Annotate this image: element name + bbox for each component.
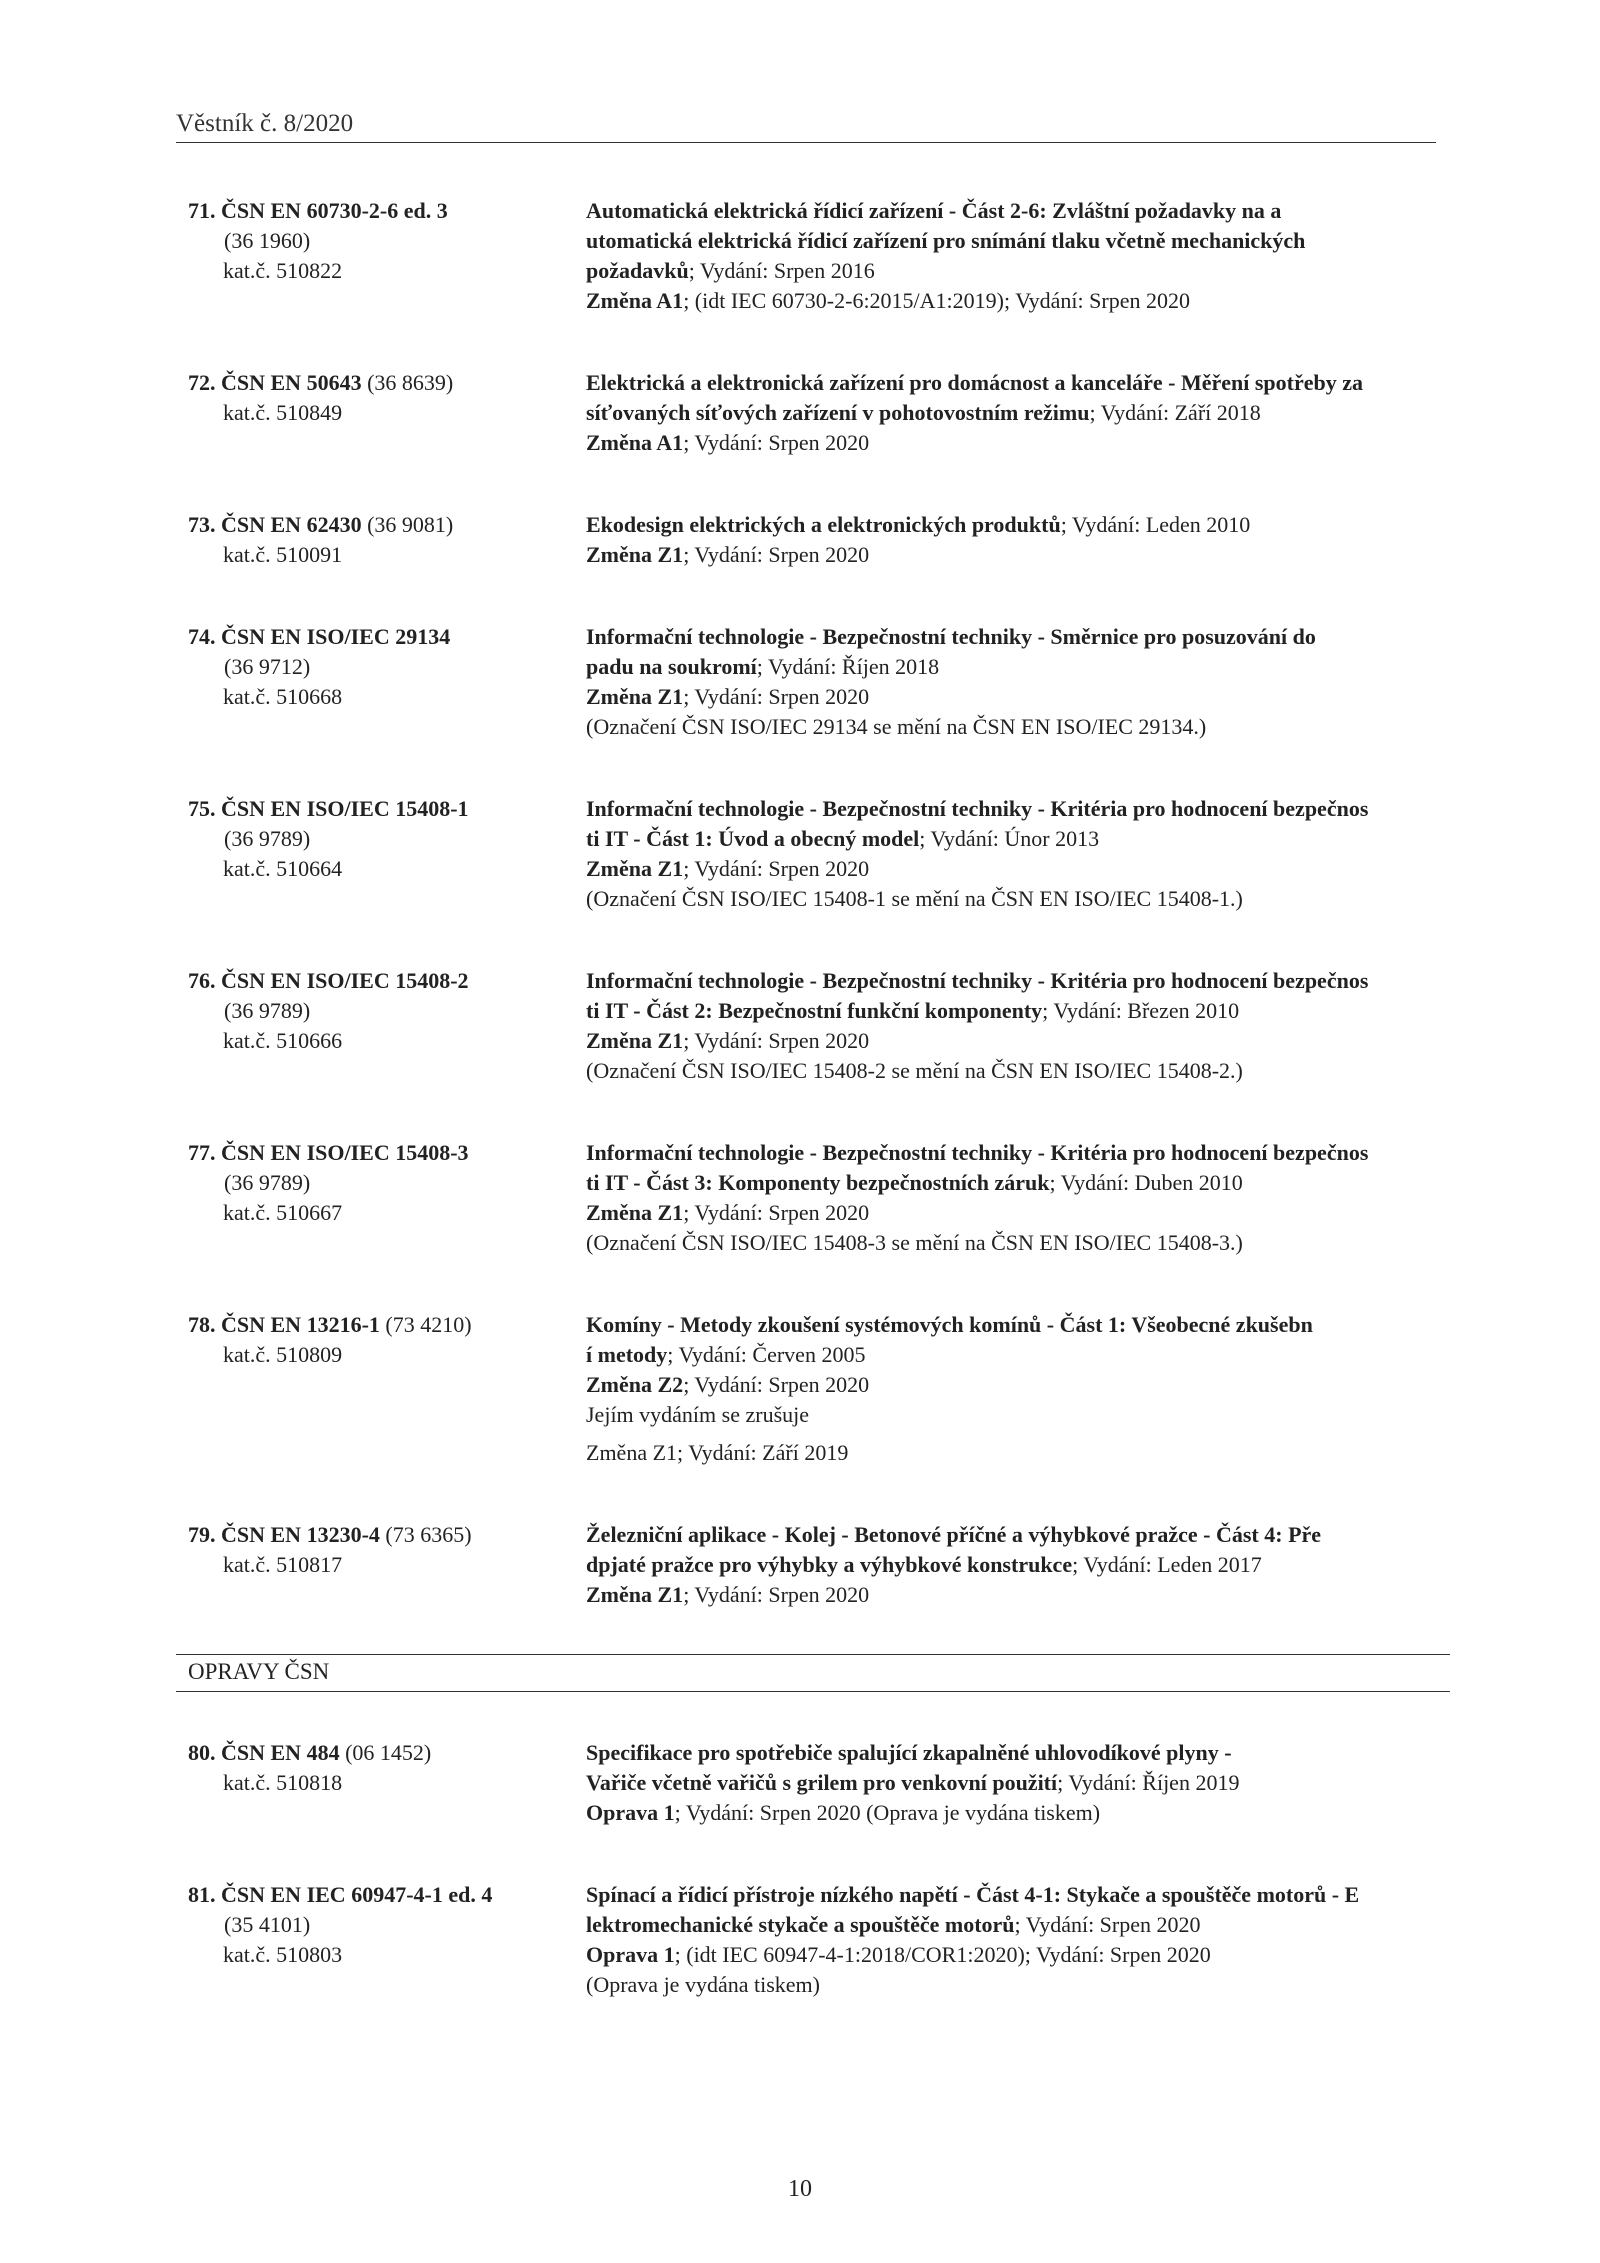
title-line (586, 652, 1438, 682)
standard-identifier (188, 196, 586, 316)
standard-identifier (188, 1520, 586, 1610)
issue-date: ; Vydání: Říjen 2019 (1057, 1770, 1240, 1795)
standard-details (586, 966, 1438, 1086)
issue-date: ; Vydání: Únor 2013 (919, 826, 1100, 851)
classification-line (188, 1910, 586, 1940)
classification-code: (73 4210) (385, 1312, 472, 1337)
entry-number: 72. (188, 370, 216, 395)
standard-code: ČSN EN 13230-4 (221, 1522, 380, 1547)
catalog-number: kat.č. 510849 (223, 400, 343, 425)
standard-identifier (188, 1310, 586, 1468)
catalog-number: kat.č. 510664 (223, 856, 343, 881)
entry-number: 79. (188, 1522, 216, 1547)
standard-details (586, 1520, 1438, 1610)
entry-number: 78. (188, 1312, 216, 1337)
standard-title-part: Vařiče včetně vařičů s grilem pro venkovní použití (586, 1770, 1058, 1795)
amendment-line (586, 1580, 1438, 1610)
page-header (176, 110, 1436, 143)
entry-number: 80. (188, 1740, 216, 1765)
standard-code: ČSN EN 60730-2-6 ed. 3 (221, 198, 448, 223)
catalog-number: kat.č. 510668 (223, 684, 343, 709)
amendment-details: ; Vydání: Srpen 2020 (Oprava je vydána tiskem) (674, 1800, 1101, 1825)
standard-code: ČSN EN 484 (221, 1740, 340, 1765)
standard-title-part: ti IT - Část 3: Komponenty bezpečnostních záruk (586, 1170, 1050, 1195)
amendment-line (586, 1798, 1438, 1828)
amendment-line (586, 854, 1438, 884)
title-line (586, 1310, 1438, 1340)
amendment-details: ; (idt IEC 60947-4-1:2018/COR1:2020); Vydání: Srpen 2020 (674, 1942, 1211, 1967)
identifier-line (188, 368, 586, 398)
title-line (586, 824, 1438, 854)
title-line (586, 794, 1438, 824)
standard-title-part: Specifikace pro spotřebiče spalující zkapalněné uhlovodíkové plyny - (586, 1740, 1232, 1765)
identifier-line (188, 1520, 586, 1550)
title-line (586, 1340, 1438, 1370)
withdrawn-amendment: Změna Z1; Vydání: Září 2019 (586, 1440, 849, 1465)
title-line (586, 1910, 1438, 1940)
standard-code: ČSN EN 50643 (221, 370, 362, 395)
title-line (586, 398, 1438, 428)
catalog-number: kat.č. 510818 (223, 1770, 343, 1795)
amendment-details: ; (idt IEC 60730-2-6:2015/A1:2019); Vydání: Srpen 2020 (683, 288, 1190, 313)
standard-entry (188, 966, 1438, 1086)
standard-identifier (188, 1138, 586, 1258)
amendment-details: ; Vydání: Srpen 2020 (683, 1582, 870, 1607)
entry-number: 81. (188, 1882, 216, 1907)
catalog-number: kat.č. 510822 (223, 258, 343, 283)
title-line (586, 510, 1438, 540)
standard-title-part: utomatická elektrická řídicí zařízení pro snímání tlaku včetně mechanických (586, 228, 1306, 253)
standard-entry (188, 1310, 1438, 1468)
identifier-line (188, 1310, 586, 1340)
catalog-number: kat.č. 510091 (223, 542, 343, 567)
classification-code: (36 9081) (367, 512, 454, 537)
standard-details (586, 1738, 1438, 1828)
identifier-line (188, 794, 586, 824)
identifier-line (188, 196, 586, 226)
standard-code: ČSN EN IEC 60947-4-1 ed. 4 (221, 1882, 493, 1907)
page-number: 10 (788, 2176, 812, 2202)
standard-details (586, 510, 1438, 570)
amendment-label: Změna A1 (586, 288, 684, 313)
standard-details (586, 1138, 1438, 1258)
title-line (586, 1768, 1438, 1798)
title-line (586, 256, 1438, 286)
amendment-label: Změna Z1 (586, 542, 684, 567)
identifier-line (188, 622, 586, 652)
standard-details (586, 1880, 1438, 2000)
catalog-number: kat.č. 510809 (223, 1342, 343, 1367)
standard-entry (188, 1880, 1438, 2000)
amendment-line (586, 1370, 1438, 1400)
classification-code: (36 8639) (367, 370, 454, 395)
amendment-line (586, 286, 1438, 316)
designation-note: (Označení ČSN ISO/IEC 15408-1 se mění na ČSN EN ISO/IEC 15408-1.) (586, 886, 1243, 911)
amendment-line (586, 540, 1438, 570)
identifier-line (188, 966, 586, 996)
amendment-label: Oprava 1 (586, 1800, 675, 1825)
standard-code: ČSN EN ISO/IEC 15408-2 (221, 968, 469, 993)
standard-title-part: padu na soukromí (586, 654, 757, 679)
standard-title-part: ti IT - Část 2: Bezpečnostní funkční komponenty (586, 998, 1043, 1023)
standard-title-part: ti IT - Část 1: Úvod a obecný model (586, 826, 920, 851)
classification-code: (73 6365) (385, 1522, 472, 1547)
standard-identifier (188, 1880, 586, 2000)
standard-title-part: Elektrická a elektronická zařízení pro domácnost a kanceláře - Měření spotřeby za (586, 370, 1364, 395)
standard-title-part: Informační technologie - Bezpečnostní techniky - Kritéria pro hodnocení bezpečnos (586, 796, 1369, 821)
identifier-line (188, 1880, 586, 1910)
standard-identifier (188, 622, 586, 742)
standard-entry (188, 622, 1438, 742)
identifier-line (188, 510, 586, 540)
entry-number: 74. (188, 624, 216, 649)
issue-date: ; Vydání: Duben 2010 (1049, 1170, 1243, 1195)
title-line (586, 622, 1438, 652)
title-line (586, 1168, 1438, 1198)
standard-details (586, 794, 1438, 914)
entry-number: 71. (188, 198, 216, 223)
standard-entry (188, 368, 1438, 458)
issue-date: ; Vydání: Září 2018 (1089, 400, 1261, 425)
withdrawal-intro: Jejím vydáním se zrušuje (586, 1402, 810, 1427)
amendment-details: ; Vydání: Srpen 2020 (683, 856, 870, 881)
amendment-details: ; Vydání: Srpen 2020 (683, 684, 870, 709)
section-heading: OPRAVY ČSN (176, 1654, 1450, 1692)
title-line (586, 966, 1438, 996)
standard-details (586, 622, 1438, 742)
standard-identifier (188, 368, 586, 458)
standard-title-part: Automatická elektrická řídicí zařízení - Část 2-6: Zvláštní požadavky na a (586, 198, 1282, 223)
standard-code: ČSN EN ISO/IEC 29134 (221, 624, 451, 649)
title-line (586, 1138, 1438, 1168)
standard-entry (188, 196, 1438, 316)
amendment-label: Změna Z2 (586, 1372, 684, 1397)
classification-code: (35 4101) (224, 1912, 311, 1937)
title-line (586, 1738, 1438, 1768)
catalog-number: kat.č. 510803 (223, 1942, 343, 1967)
designation-note: (Oprava je vydána tiskem) (586, 1972, 820, 1997)
catalog-number: kat.č. 510817 (223, 1552, 343, 1577)
standard-title-part: Informační technologie - Bezpečnostní techniky - Kritéria pro hodnocení bezpečnos (586, 968, 1369, 993)
standard-title-part: Ekodesign elektrických a elektronických produktů (586, 512, 1061, 537)
issue-date: ; Vydání: Srpen 2016 (688, 258, 875, 283)
standard-title-part: požadavků (586, 258, 689, 283)
standard-title-part: í metody (586, 1342, 668, 1367)
standard-code: ČSN EN ISO/IEC 15408-1 (221, 796, 469, 821)
designation-note: (Označení ČSN ISO/IEC 15408-3 se mění na ČSN EN ISO/IEC 15408-3.) (586, 1230, 1243, 1255)
issue-date: ; Vydání: Leden 2017 (1072, 1552, 1262, 1577)
classification-code: (36 9789) (224, 1170, 311, 1195)
classification-line (188, 824, 586, 854)
amendment-line (586, 428, 1438, 458)
amendment-details: ; Vydání: Srpen 2020 (683, 542, 870, 567)
standard-title-part: dpjaté pražce pro výhybky a výhybkové konstrukce (586, 1552, 1073, 1577)
standard-title-part: Komíny - Metody zkoušení systémových komínů - Část 1: Všeobecné zkušebn (586, 1312, 1313, 1337)
amendment-label: Změna A1 (586, 430, 684, 455)
amendment-label: Změna Z1 (586, 856, 684, 881)
title-line (586, 996, 1438, 1026)
classification-line (188, 996, 586, 1026)
standard-identifier (188, 1738, 586, 1828)
entry-number: 75. (188, 796, 216, 821)
classification-code: (36 1960) (224, 228, 311, 253)
standard-identifier (188, 966, 586, 1086)
classification-code: (06 1452) (345, 1740, 432, 1765)
title-line (586, 368, 1438, 398)
amendment-line (586, 1198, 1438, 1228)
amendment-line (586, 1940, 1438, 1970)
standard-entry (188, 1520, 1438, 1610)
amendment-details: ; Vydání: Srpen 2020 (683, 430, 870, 455)
identifier-line (188, 1138, 586, 1168)
identifier-line (188, 1738, 586, 1768)
standards-list (188, 196, 1438, 2052)
bulletin-title: Věstník č. 8/2020 (176, 110, 354, 137)
issue-date: ; Vydání: Leden 2010 (1060, 512, 1251, 537)
issue-date: ; Vydání: Říjen 2018 (756, 654, 940, 679)
classification-code: (36 9712) (224, 654, 311, 679)
amendment-label: Oprava 1 (586, 1942, 675, 1967)
amendment-label: Změna Z1 (586, 1582, 684, 1607)
standard-details (586, 1310, 1438, 1468)
standard-identifier (188, 794, 586, 914)
issue-date: ; Vydání: Srpen 2020 (1014, 1912, 1201, 1937)
amendment-details: ; Vydání: Srpen 2020 (683, 1200, 870, 1225)
standard-code: ČSN EN ISO/IEC 15408-3 (221, 1140, 469, 1165)
standard-details (586, 368, 1438, 458)
standard-details (586, 196, 1438, 316)
title-line (586, 196, 1438, 226)
amendment-label: Změna Z1 (586, 684, 684, 709)
issue-date: ; Vydání: Červen 2005 (667, 1342, 866, 1367)
amendment-line (586, 682, 1438, 712)
amendment-details: ; Vydání: Srpen 2020 (683, 1372, 870, 1397)
entry-number: 77. (188, 1140, 216, 1165)
standard-title-part: Spínací a řídicí přístroje nízkého napětí - Část 4-1: Stykače a spouštěče motorů - E (586, 1882, 1360, 1907)
standard-entry (188, 794, 1438, 914)
amendment-label: Změna Z1 (586, 1028, 684, 1053)
catalog-number: kat.č. 510666 (223, 1028, 343, 1053)
catalog-number: kat.č. 510667 (223, 1200, 343, 1225)
standard-title-part: síťovaných síťových zařízení v pohotovostním režimu (586, 400, 1090, 425)
standard-code: ČSN EN 62430 (221, 512, 362, 537)
title-line (586, 1550, 1438, 1580)
entry-number: 76. (188, 968, 216, 993)
standard-identifier (188, 510, 586, 570)
title-line (586, 1880, 1438, 1910)
amendment-label: Změna Z1 (586, 1200, 684, 1225)
entry-number: 73. (188, 512, 216, 537)
classification-code: (36 9789) (224, 998, 311, 1023)
title-line (586, 1520, 1438, 1550)
designation-note: (Označení ČSN ISO/IEC 15408-2 se mění na ČSN EN ISO/IEC 15408-2.) (586, 1058, 1243, 1083)
standard-entry (188, 510, 1438, 570)
standard-entry (188, 1138, 1438, 1258)
standard-code: ČSN EN 13216-1 (221, 1312, 380, 1337)
classification-line (188, 226, 586, 256)
standard-title-part: Informační technologie - Bezpečnostní techniky - Směrnice pro posuzování do (586, 624, 1316, 649)
designation-note: (Označení ČSN ISO/IEC 29134 se mění na ČSN EN ISO/IEC 29134.) (586, 714, 1207, 739)
issue-date: ; Vydání: Březen 2010 (1042, 998, 1240, 1023)
amendment-details: ; Vydání: Srpen 2020 (683, 1028, 870, 1053)
amendment-line (586, 1026, 1438, 1056)
title-line (586, 226, 1438, 256)
classification-line (188, 652, 586, 682)
classification-line (188, 1168, 586, 1198)
standard-title-part: lektromechanické stykače a spouštěče motorů (586, 1912, 1015, 1937)
standard-title-part: Informační technologie - Bezpečnostní techniky - Kritéria pro hodnocení bezpečnos (586, 1140, 1369, 1165)
classification-code: (36 9789) (224, 826, 311, 851)
standard-entry (188, 1738, 1438, 1828)
standard-title-part: Železniční aplikace - Kolej - Betonové příčné a výhybkové pražce - Část 4: Pře (586, 1522, 1322, 1547)
